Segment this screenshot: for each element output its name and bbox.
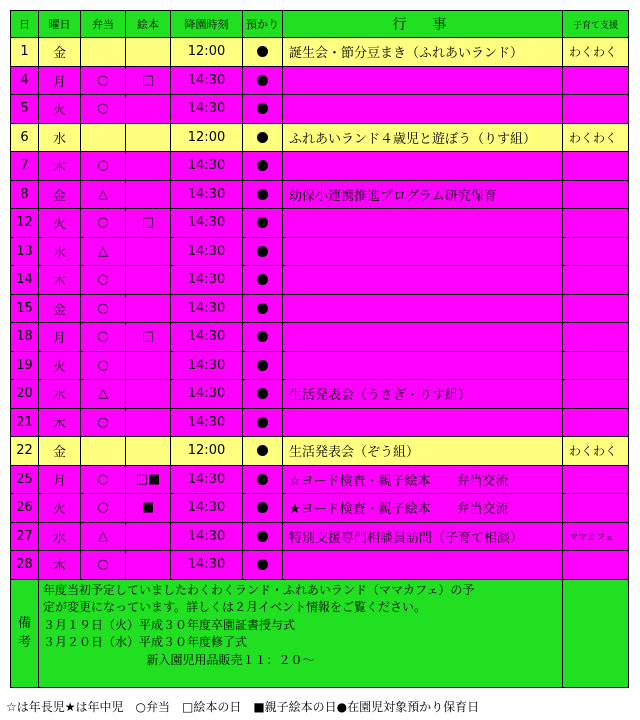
support-cell bbox=[563, 323, 629, 352]
azukari-dot-icon bbox=[257, 46, 268, 57]
weekday-cell: 火 bbox=[39, 351, 81, 380]
support-cell bbox=[563, 351, 629, 380]
day-cell: 8 bbox=[11, 180, 39, 209]
pickup-time-cell: 14:30 bbox=[171, 95, 243, 124]
support-cell bbox=[563, 266, 629, 295]
event-cell bbox=[283, 237, 563, 266]
notes-label-2: 考 bbox=[17, 635, 31, 650]
azukari-dot-icon bbox=[257, 559, 268, 570]
pickup-time-cell: 14:30 bbox=[171, 494, 243, 523]
event-cell: 生活発表会（うさぎ・りす組） bbox=[283, 380, 563, 409]
azukari-cell bbox=[243, 465, 283, 494]
pickup-time-cell: 14:30 bbox=[171, 66, 243, 95]
azukari-dot-icon bbox=[257, 274, 268, 285]
pickup-time-cell: 14:30 bbox=[171, 465, 243, 494]
azukari-dot-icon bbox=[257, 331, 268, 342]
table-row bbox=[11, 152, 629, 181]
support-cell: わくわく bbox=[563, 437, 629, 466]
bento-cell: ○ bbox=[81, 209, 126, 238]
note-line-3: ３月１９日（火）平成３０年度卒園証書授与式 bbox=[43, 617, 296, 632]
day-cell: 15 bbox=[11, 294, 39, 323]
support-cell bbox=[563, 465, 629, 494]
ehon-cell: □ bbox=[126, 66, 171, 95]
bento-cell: ○ bbox=[81, 66, 126, 95]
event-cell bbox=[283, 209, 563, 238]
azukari-dot-icon bbox=[257, 75, 268, 86]
weekday-cell: 水 bbox=[39, 380, 81, 409]
support-cell bbox=[563, 294, 629, 323]
pickup-time-cell: 14:30 bbox=[171, 209, 243, 238]
ehon-cell: ■ bbox=[126, 494, 171, 523]
bento-cell bbox=[81, 38, 126, 67]
notes-label bbox=[11, 579, 39, 687]
support-cell bbox=[563, 152, 629, 181]
pickup-time-cell: 14:30 bbox=[171, 180, 243, 209]
support-cell bbox=[563, 209, 629, 238]
table-row bbox=[11, 266, 629, 295]
event-cell bbox=[283, 351, 563, 380]
day-cell: 5 bbox=[11, 95, 39, 124]
azukari-cell bbox=[243, 152, 283, 181]
azukari-cell bbox=[243, 380, 283, 409]
bento-cell: △ bbox=[81, 237, 126, 266]
ehon-cell bbox=[126, 551, 171, 580]
bento-cell bbox=[81, 123, 126, 152]
day-cell: 25 bbox=[11, 465, 39, 494]
azukari-cell bbox=[243, 494, 283, 523]
pickup-time-cell: 14:30 bbox=[171, 294, 243, 323]
event-cell bbox=[283, 551, 563, 580]
support-cell bbox=[563, 494, 629, 523]
ehon-cell bbox=[126, 95, 171, 124]
azukari-cell bbox=[243, 408, 283, 437]
azukari-dot-icon bbox=[257, 246, 268, 257]
event-cell: ☆ヨード検査・親子絵本 弁当交流 bbox=[283, 465, 563, 494]
weekday-cell: 月 bbox=[39, 465, 81, 494]
support-cell bbox=[563, 66, 629, 95]
ehon-cell: □ bbox=[126, 323, 171, 352]
event-cell bbox=[283, 294, 563, 323]
table-row bbox=[11, 408, 629, 437]
day-cell: 12 bbox=[11, 209, 39, 238]
bento-cell: ○ bbox=[81, 551, 126, 580]
bento-cell: ○ bbox=[81, 351, 126, 380]
azukari-dot-icon bbox=[257, 445, 268, 456]
ehon-cell bbox=[126, 408, 171, 437]
event-cell bbox=[283, 323, 563, 352]
notes-support-cell bbox=[563, 579, 629, 687]
pickup-time-cell: 14:30 bbox=[171, 152, 243, 181]
table-row bbox=[11, 551, 629, 580]
pickup-time-cell: 14:30 bbox=[171, 323, 243, 352]
header-ehon: 絵本 bbox=[126, 11, 171, 38]
table-row bbox=[11, 38, 629, 67]
day-cell: 19 bbox=[11, 351, 39, 380]
azukari-dot-icon bbox=[257, 474, 268, 485]
event-cell: 特別支援専門相談員訪問（子育て相談） bbox=[283, 522, 563, 551]
bento-cell: ○ bbox=[81, 95, 126, 124]
azukari-dot-icon bbox=[257, 303, 268, 314]
note-line-4: ３月２０日（水）平成３０年度修了式 bbox=[43, 635, 248, 649]
event-cell: 幼保小連携推進プログラム研究保育 bbox=[283, 180, 563, 209]
azukari-cell bbox=[243, 95, 283, 124]
azukari-cell bbox=[243, 437, 283, 466]
header-azukari: 預かり bbox=[243, 11, 283, 38]
weekday-cell: 金 bbox=[39, 294, 81, 323]
table-row bbox=[11, 437, 629, 466]
bento-cell: ○ bbox=[81, 408, 126, 437]
ehon-cell bbox=[126, 380, 171, 409]
header-pickup-time: 降園時刻 bbox=[171, 11, 243, 38]
header-day: 日 bbox=[11, 11, 39, 38]
support-cell: わくわく bbox=[563, 38, 629, 67]
weekday-cell: 木 bbox=[39, 551, 81, 580]
pickup-time-cell: 14:30 bbox=[171, 351, 243, 380]
support-cell bbox=[563, 180, 629, 209]
weekday-cell: 火 bbox=[39, 494, 81, 523]
ehon-cell bbox=[126, 266, 171, 295]
ehon-cell bbox=[126, 351, 171, 380]
event-cell bbox=[283, 408, 563, 437]
bento-cell: ○ bbox=[81, 323, 126, 352]
azukari-dot-icon bbox=[257, 103, 268, 114]
support-cell: ママカフェ bbox=[563, 522, 629, 551]
pickup-time-cell: 14:30 bbox=[171, 551, 243, 580]
table-row bbox=[11, 522, 629, 551]
ehon-cell bbox=[126, 294, 171, 323]
azukari-cell bbox=[243, 237, 283, 266]
azukari-dot-icon bbox=[257, 531, 268, 542]
bento-cell: ○ bbox=[81, 152, 126, 181]
azukari-cell bbox=[243, 266, 283, 295]
weekday-cell: 月 bbox=[39, 323, 81, 352]
azukari-cell bbox=[243, 351, 283, 380]
azukari-dot-icon bbox=[257, 132, 268, 143]
note-line-2: 定が変更になっています。詳しくは２月イベント情報をご覧ください。 bbox=[43, 600, 427, 614]
day-cell: 18 bbox=[11, 323, 39, 352]
bento-cell: △ bbox=[81, 180, 126, 209]
table-row bbox=[11, 380, 629, 409]
table-row bbox=[11, 465, 629, 494]
azukari-cell bbox=[243, 209, 283, 238]
day-cell: 26 bbox=[11, 494, 39, 523]
table-row bbox=[11, 123, 629, 152]
notes-label-1: 備 bbox=[17, 616, 31, 631]
azukari-cell bbox=[243, 38, 283, 67]
weekday-cell: 木 bbox=[39, 266, 81, 295]
pickup-time-cell: 12:00 bbox=[171, 437, 243, 466]
pickup-time-cell: 14:30 bbox=[171, 522, 243, 551]
azukari-dot-icon bbox=[257, 160, 268, 171]
bento-cell: ○ bbox=[81, 266, 126, 295]
azukari-cell bbox=[243, 294, 283, 323]
support-cell bbox=[563, 237, 629, 266]
ehon-cell bbox=[126, 152, 171, 181]
header-bento: 弁当 bbox=[81, 11, 126, 38]
azukari-cell bbox=[243, 323, 283, 352]
event-cell bbox=[283, 152, 563, 181]
header-support: 子育て支援 bbox=[563, 11, 629, 38]
azukari-dot-icon bbox=[257, 360, 268, 371]
ehon-cell: □■ bbox=[126, 465, 171, 494]
table-row bbox=[11, 209, 629, 238]
schedule-table bbox=[10, 10, 629, 688]
table-row bbox=[11, 66, 629, 95]
header-weekday: 曜日 bbox=[39, 11, 81, 38]
support-cell bbox=[563, 95, 629, 124]
day-cell: 28 bbox=[11, 551, 39, 580]
pickup-time-cell: 14:30 bbox=[171, 237, 243, 266]
day-cell: 4 bbox=[11, 66, 39, 95]
azukari-dot-icon bbox=[257, 189, 268, 200]
table-row bbox=[11, 180, 629, 209]
header-row bbox=[11, 11, 629, 38]
azukari-cell bbox=[243, 522, 283, 551]
bento-cell: △ bbox=[81, 380, 126, 409]
weekday-cell: 水 bbox=[39, 123, 81, 152]
bento-cell: ○ bbox=[81, 494, 126, 523]
ehon-cell bbox=[126, 123, 171, 152]
pickup-time-cell: 12:00 bbox=[171, 123, 243, 152]
day-cell: 27 bbox=[11, 522, 39, 551]
event-cell: 生活発表会（ぞう組） bbox=[283, 437, 563, 466]
notes-row bbox=[11, 579, 629, 687]
pickup-time-cell: 12:00 bbox=[171, 38, 243, 67]
weekday-cell: 水 bbox=[39, 237, 81, 266]
pickup-time-cell: 14:30 bbox=[171, 266, 243, 295]
bento-cell: ○ bbox=[81, 294, 126, 323]
azukari-cell bbox=[243, 66, 283, 95]
weekday-cell: 金 bbox=[39, 38, 81, 67]
day-cell: 14 bbox=[11, 266, 39, 295]
weekday-cell: 金 bbox=[39, 437, 81, 466]
ehon-cell bbox=[126, 38, 171, 67]
event-cell bbox=[283, 266, 563, 295]
day-cell: 13 bbox=[11, 237, 39, 266]
bento-cell: △ bbox=[81, 522, 126, 551]
weekday-cell: 月 bbox=[39, 66, 81, 95]
azukari-cell bbox=[243, 123, 283, 152]
ehon-cell bbox=[126, 522, 171, 551]
table-row bbox=[11, 323, 629, 352]
weekday-cell: 火 bbox=[39, 95, 81, 124]
note-line-5: 新入園児用品販売１１：２０～ bbox=[146, 652, 315, 667]
ehon-cell bbox=[126, 437, 171, 466]
bento-cell: ○ bbox=[81, 465, 126, 494]
weekday-cell: 水 bbox=[39, 522, 81, 551]
weekday-cell: 木 bbox=[39, 408, 81, 437]
azukari-dot-icon bbox=[257, 502, 268, 513]
event-cell: ふれあいランド４歳児と遊ぼう（りす組） bbox=[283, 123, 563, 152]
ehon-cell: □ bbox=[126, 209, 171, 238]
pickup-time-cell: 14:30 bbox=[171, 408, 243, 437]
event-cell: 誕生会・節分豆まき（ふれあいランド） bbox=[283, 38, 563, 67]
note-line-1: 年度当初予定していましたわくわくランド・ふれあいランド（ママカフェ）の予 bbox=[43, 582, 475, 597]
day-cell: 22 bbox=[11, 437, 39, 466]
event-cell: ★ヨード検査・親子絵本 弁当交流 bbox=[283, 494, 563, 523]
legend: ☆は年長児★は年中児 ○弁当 □絵本の日 ■親子絵本の日●在園児対象預かり保育日 bbox=[6, 700, 480, 714]
event-cell bbox=[283, 66, 563, 95]
header-event: 行 事 bbox=[283, 11, 563, 38]
support-cell bbox=[563, 408, 629, 437]
support-cell bbox=[563, 551, 629, 580]
day-cell: 7 bbox=[11, 152, 39, 181]
weekday-cell: 木 bbox=[39, 152, 81, 181]
weekday-cell: 金 bbox=[39, 180, 81, 209]
table-row bbox=[11, 95, 629, 124]
ehon-cell bbox=[126, 180, 171, 209]
table-row bbox=[11, 237, 629, 266]
table-row bbox=[11, 351, 629, 380]
azukari-dot-icon bbox=[257, 217, 268, 228]
support-cell bbox=[563, 380, 629, 409]
azukari-cell bbox=[243, 180, 283, 209]
support-cell: わくわく bbox=[563, 123, 629, 152]
bento-cell bbox=[81, 437, 126, 466]
notes-text bbox=[39, 579, 563, 687]
event-cell bbox=[283, 95, 563, 124]
ehon-cell bbox=[126, 237, 171, 266]
weekday-cell: 火 bbox=[39, 209, 81, 238]
pickup-time-cell: 14:30 bbox=[171, 380, 243, 409]
table-row bbox=[11, 494, 629, 523]
day-cell: 1 bbox=[11, 38, 39, 67]
day-cell: 6 bbox=[11, 123, 39, 152]
day-cell: 20 bbox=[11, 380, 39, 409]
azukari-cell bbox=[243, 551, 283, 580]
azukari-dot-icon bbox=[257, 388, 268, 399]
azukari-dot-icon bbox=[257, 417, 268, 428]
day-cell: 21 bbox=[11, 408, 39, 437]
schedule-body bbox=[11, 38, 629, 580]
table-row bbox=[11, 294, 629, 323]
